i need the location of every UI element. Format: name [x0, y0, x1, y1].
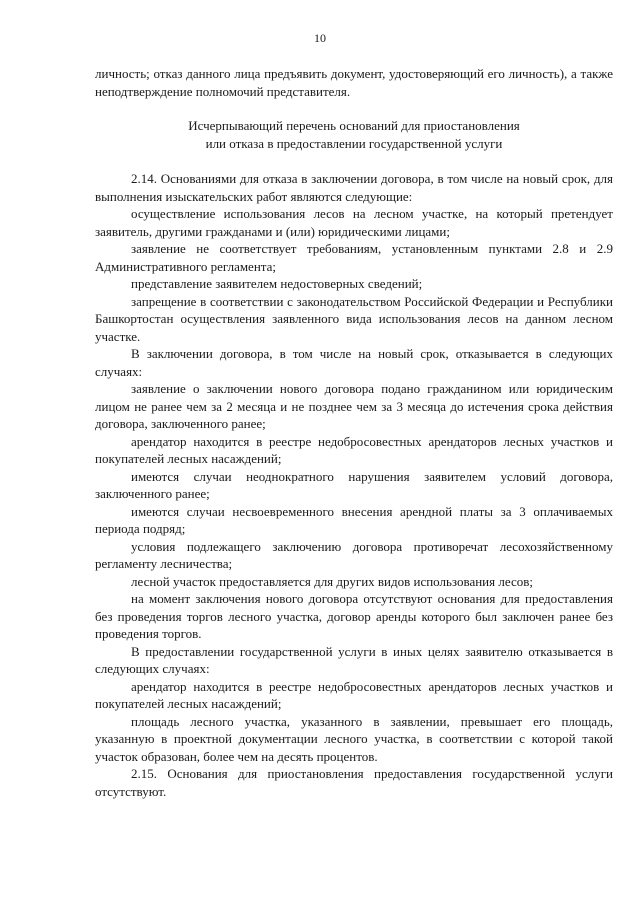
- section-heading-line-2: или отказа в предоставлении государственной услуги: [205, 135, 503, 151]
- paragraph-2-14: 2.14. Основаниями для отказа в заключении договора, в том числе на новый срок, для выполнения изыскательских работ являются следующие:: [95, 171, 613, 204]
- continuation-paragraph: личность; отказ данного лица предъявить документ, удостоверяющий его личность), а также неподтверждение полномочий представителя.: [95, 66, 613, 99]
- list-item: представление заявителем недостоверных сведений;: [131, 276, 423, 291]
- section-heading-line-1: Исчерпывающий перечень оснований для приостановления: [188, 118, 520, 133]
- list-item: имеются случаи неоднократного нарушения заявителем условий договора, заключенного ранее;: [95, 468, 613, 501]
- list-item: заявление о заключении нового договора подано гражданином или юридическим лицом не ранее чем за 2 месяца и не позднее чем за 3 месяца до истечения срока действия договора, заключенного ранее;: [95, 381, 613, 431]
- list-item: арендатор находится в реестре недобросовестных арендаторов лесных участков и покупателей лесных насаждений;: [95, 678, 613, 711]
- list-item: на момент заключения нового договора отсутствуют основания для предоставления без проведения торгов лесного участка, договор аренды которого был заключен ранее без проведения торгов.: [95, 591, 613, 641]
- list-item: запрещение в соответствии с законодательством Российской Федерации и Республики Башкортостан осуществления заявленного вида использования лесов на данном лесном участке.: [95, 293, 613, 344]
- list-item: арендатор находится в реестре недобросовестных арендаторов лесных участков и покупателей лесных насаждений;: [95, 433, 613, 466]
- paragraph: В заключении договора, в том числе на новый срок, отказывается в следующих случаях:: [95, 346, 613, 379]
- document-body: [95, 65, 613, 800]
- page-number: 10: [314, 31, 326, 45]
- section-heading: [95, 117, 613, 152]
- list-item: имеются случаи несвоевременного внесения арендной платы за 3 оплачиваемых периода подряд;: [95, 503, 613, 536]
- list-item: условия подлежащего заключению договора противоречат лесохозяйственному регламенту лесничества;: [95, 538, 613, 571]
- paragraph-2-15: 2.15. Основания для приостановления предоставления государственной услуги отсутствуют.: [95, 766, 613, 799]
- list-item: осуществление использования лесов на лесном участке, на который претендует заявитель, другими гражданами и (или) юридическими лицами;: [95, 206, 613, 239]
- paragraph: В предоставлении государственной услуги в иных целях заявителю отказывается в следующих случаях:: [95, 643, 613, 676]
- list-item: заявление не соответствует требованиям, установленным пунктами 2.8 и 2.9 Административного регламента;: [95, 241, 613, 274]
- list-item: лесной участок предоставляется для других видов использования лесов;: [131, 573, 533, 589]
- list-item: площадь лесного участка, указанного в заявлении, превышает его площадь, указанную в проектной документации лесного участка, в соответствии с которой такой участок образован, более чем на десять процентов.: [95, 713, 613, 764]
